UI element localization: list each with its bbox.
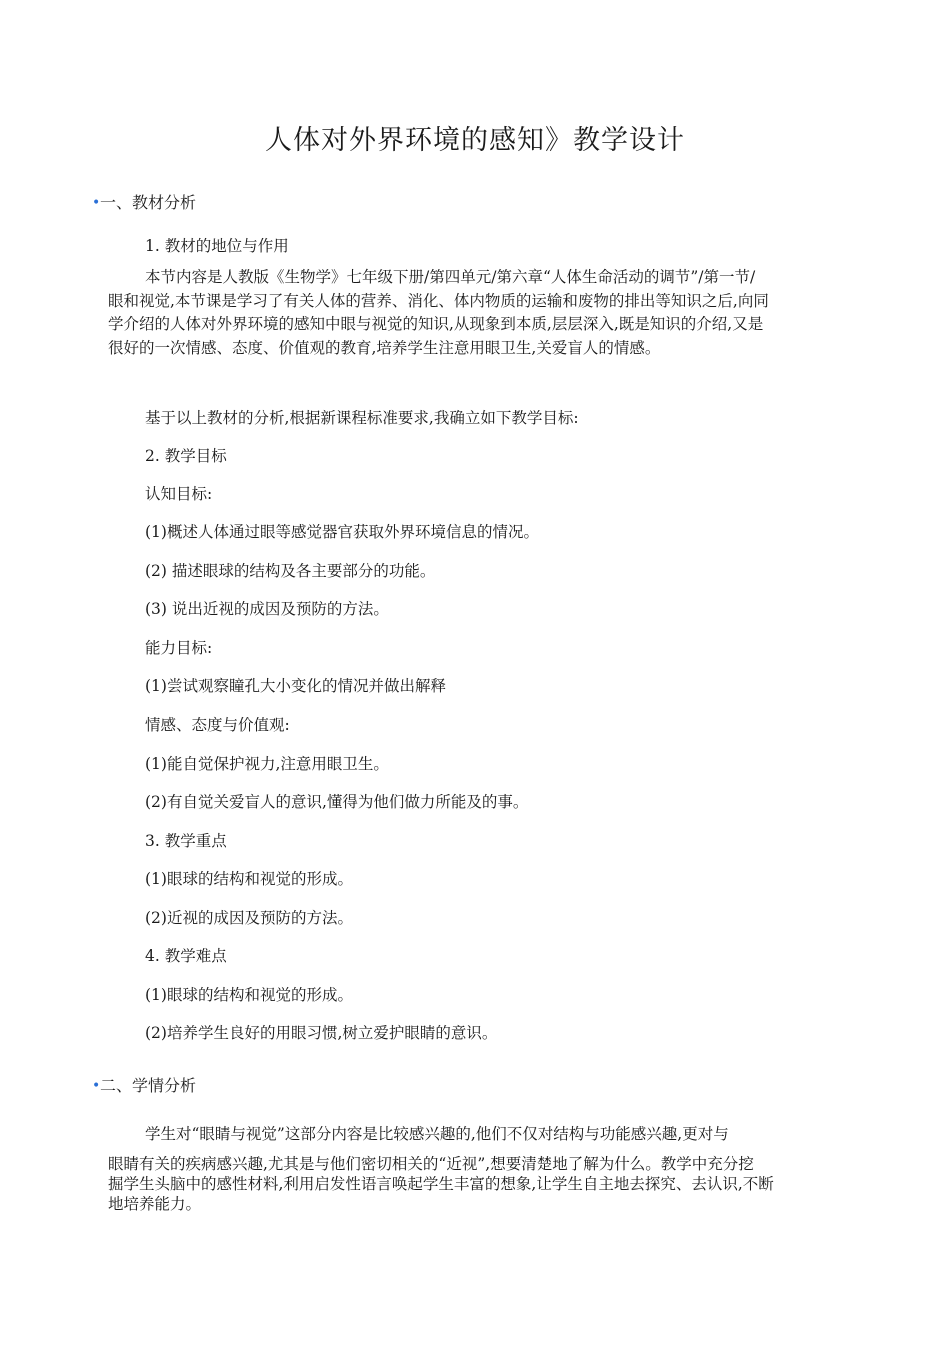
paragraph-basis: 基于以上教材的分析,根据新课程标准要求,我确立如下教学目标: bbox=[145, 409, 579, 427]
label-ability: 能力目标: bbox=[145, 639, 213, 657]
list-item: (3) 说出近视的成因及预防的方法。 bbox=[145, 600, 389, 618]
list-item: (2)培养学生良好的用眼习惯,树立爱护眼睛的意识。 bbox=[145, 1024, 498, 1042]
bullet-icon: • bbox=[92, 1078, 101, 1094]
bullet-icon: • bbox=[92, 195, 101, 211]
list-item: (1)概述人体通过眼等感觉器官获取外界环境信息的情况。 bbox=[145, 523, 539, 541]
section-heading-2 bbox=[92, 1076, 196, 1097]
list-item: (2)有自觉关爱盲人的意识,懂得为他们做力所能及的事。 bbox=[145, 793, 529, 811]
paragraph-line: 眼和视觉,本节课是学习了有关人体的营养、消化、体内物质的运输和废物的排出等知识之后,向同 bbox=[108, 291, 769, 310]
paragraph-line: 学介绍的人体对外界环境的感知中眼与视觉的知识,从现象到本质,层层深入,既是知识的介绍,又是 bbox=[108, 315, 764, 333]
section-heading-1 bbox=[92, 193, 196, 214]
subheading-goals: 2. 教学目标 bbox=[145, 447, 227, 465]
paragraph-line: 本节内容是人教版《生物学》七年级下册/第四单元/第六章“人体生命活动的调节”/第一节/ bbox=[145, 268, 756, 286]
paragraph-line: 掘学生头脑中的感性材料,利用启发性语言唤起学生丰富的想象,让学生自主地去探究、去认识,不断 bbox=[108, 1175, 774, 1193]
paragraph-line: 很好的一次情感、态度、价值观的教育,培养学生注意用眼卫生,关爱盲人的情感。 bbox=[108, 338, 661, 357]
paragraph-first-line: 学生对“眼睛与视觉”这部分内容是比较感兴趣的,他们不仅对结构与功能感兴趣,更对与 bbox=[145, 1125, 729, 1143]
list-item: (1)眼球的结构和视觉的形成。 bbox=[145, 870, 353, 888]
label-emotion: 情感、态度与价值观: bbox=[145, 716, 290, 734]
subheading-difficulties: 4. 教学难点 bbox=[145, 947, 227, 965]
list-item: (1)能自觉保护视力,注意用眼卫生。 bbox=[145, 755, 389, 773]
paragraph-line: 地培养能力。 bbox=[108, 1195, 202, 1213]
label-cognitive: 认知目标: bbox=[145, 485, 213, 503]
list-item: (1)尝试观察瞳孔大小变化的情况并做出解释 bbox=[145, 677, 446, 695]
paragraph-student-analysis bbox=[108, 1154, 845, 1214]
paragraph-role bbox=[108, 266, 845, 360]
list-item: (1)眼球的结构和视觉的形成。 bbox=[145, 986, 353, 1004]
subheading-role: 1. 教材的地位与作用 bbox=[145, 237, 289, 255]
list-item: (2) 描述眼球的结构及各主要部分的功能。 bbox=[145, 562, 436, 580]
paragraph-line: 眼睛有关的疾病感兴趣,尤其是与他们密切相关的“近视”,想要清楚地了解为什么。教学中充分挖 bbox=[108, 1155, 754, 1173]
section-heading-2-text: 二、学情分析 bbox=[100, 1076, 197, 1095]
section-heading-1-text: 一、教材分析 bbox=[100, 193, 197, 212]
document-title: 人体对外界环境的感知》教学设计 bbox=[265, 125, 685, 156]
list-item: (2)近视的成因及预防的方法。 bbox=[145, 909, 353, 927]
subheading-key-points: 3. 教学重点 bbox=[145, 832, 227, 850]
